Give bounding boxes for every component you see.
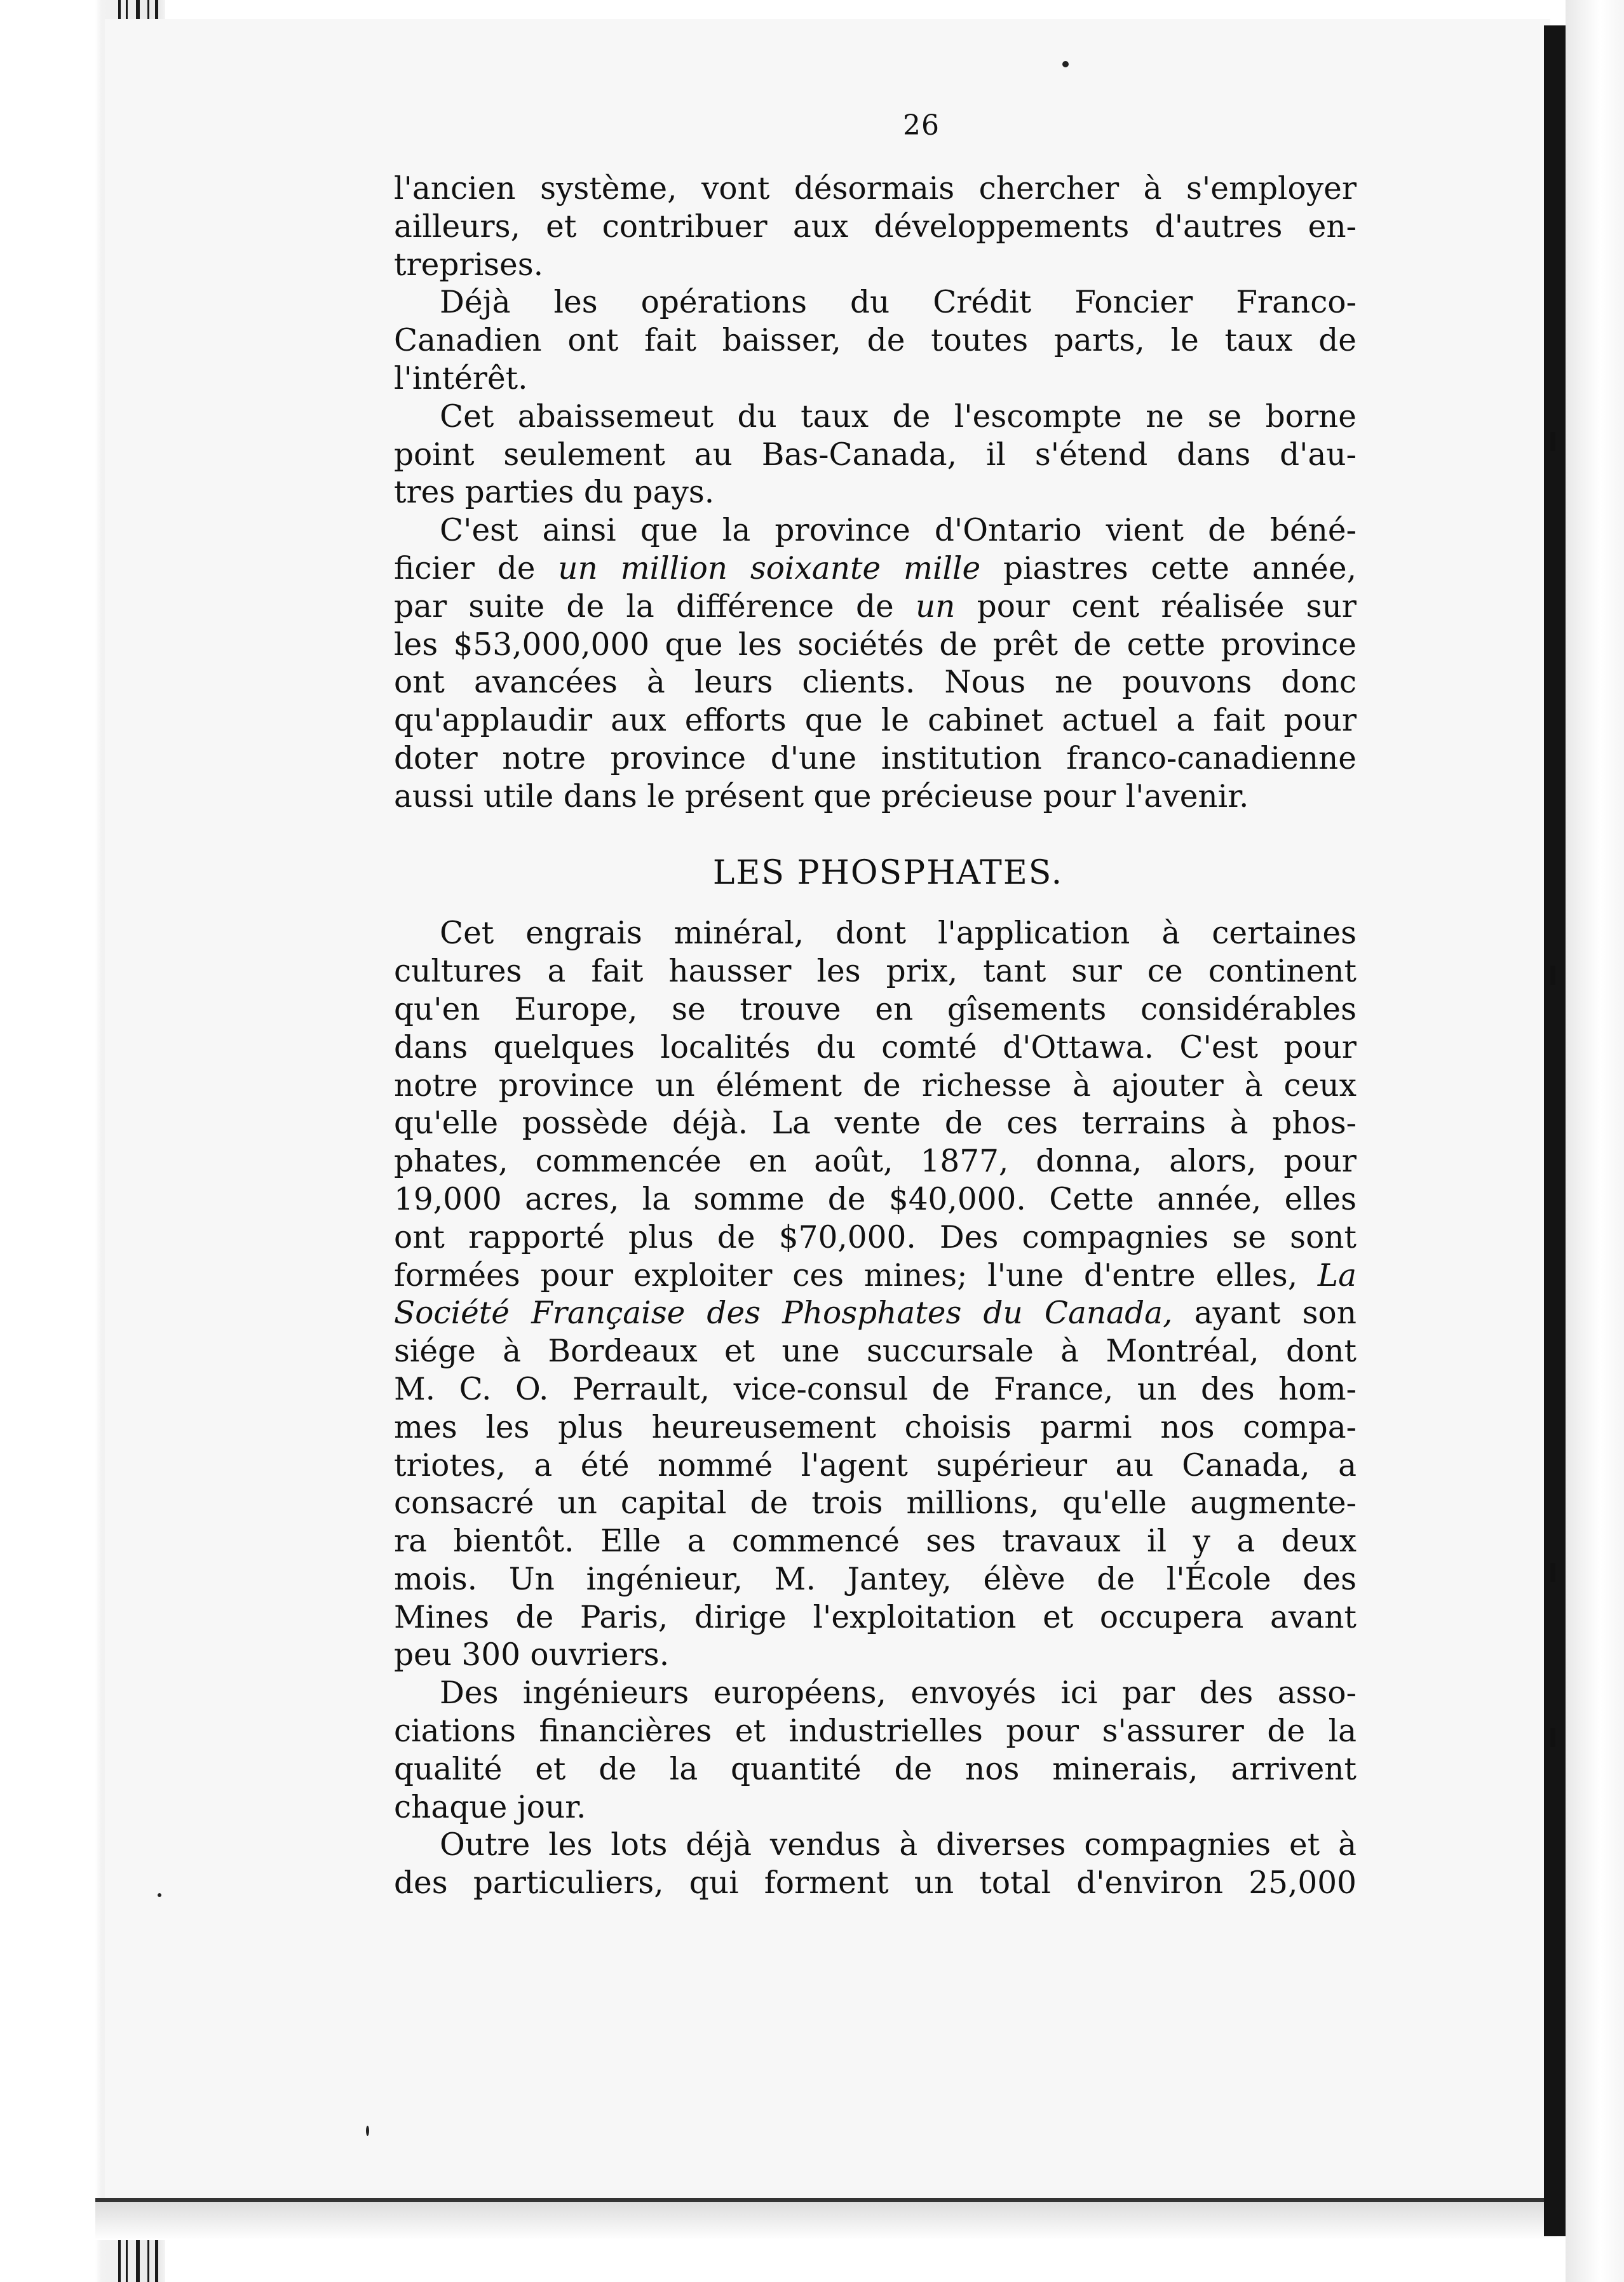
text-run: pour cent réalisée sur bbox=[955, 588, 1357, 625]
text-line: treprises. bbox=[394, 246, 544, 283]
text-line: C'est ainsi que la province d'Ontario vient de béné- bbox=[440, 513, 1357, 549]
paragraph bbox=[394, 170, 1357, 284]
text-line bbox=[394, 550, 1357, 588]
paragraph bbox=[394, 915, 1357, 1675]
text-line bbox=[394, 588, 1357, 626]
text-line: Outre les lots déjà vendus à diverses compagnies et à bbox=[440, 1827, 1357, 1863]
paragraph bbox=[394, 284, 1357, 398]
text-line: ont avancées à leurs clients. Nous ne pouvons donc bbox=[394, 665, 1357, 701]
ink-speck bbox=[366, 2126, 369, 2136]
emphasis: un bbox=[915, 588, 956, 625]
text-line: ciations financières et industrielles pour s'assurer de la bbox=[394, 1713, 1357, 1750]
emphasis: Société Française des Phosphates du Canada, bbox=[394, 1295, 1173, 1332]
facing-page bbox=[1566, 0, 1624, 2282]
section-heading: LES PHOSPHATES. bbox=[712, 853, 1064, 892]
text-line: ailleurs, et contribuer aux développements d'autres en- bbox=[394, 208, 1357, 245]
text-run: formées pour exploiter ces mines; l'une d'entre elles, bbox=[394, 1257, 1318, 1293]
paragraph bbox=[394, 398, 1357, 512]
page-body bbox=[394, 170, 1357, 1903]
text-line: l'intérêt. bbox=[394, 360, 528, 396]
text-line: aussi utile dans le présent que précieuse pour l'avenir. bbox=[394, 778, 1249, 814]
text-line: consacré un capital de trois millions, qu'elle augmente- bbox=[394, 1485, 1357, 1522]
page-right-edge bbox=[1544, 25, 1566, 2236]
text-line: notre province un élément de richesse à ajouter à ceux bbox=[394, 1067, 1357, 1104]
emphasis: un million soixante mille bbox=[558, 550, 981, 586]
paragraph bbox=[394, 512, 1357, 816]
text-line: des particuliers, qui forment un total d'environ 25,000 bbox=[394, 1865, 1357, 1901]
text-line: doter notre province d'une institution franco-canadienne bbox=[394, 740, 1357, 776]
text-line: siége à Bordeaux et une succursale à Montréal, dont bbox=[394, 1333, 1357, 1370]
text-line: triotes, a été nommé l'agent supérieur au Canada, a bbox=[394, 1447, 1357, 1483]
text-line: Canadien ont fait baisser, de toutes parts, le taux de bbox=[394, 323, 1357, 359]
text-line: qu'applaudir aux efforts que le cabinet actuel a fait pour bbox=[394, 703, 1357, 739]
edge-mark bbox=[1550, 1728, 1555, 1747]
text-line: cultures a fait hausser les prix, tant sur ce continent bbox=[394, 954, 1357, 990]
text-run: ayant son bbox=[1172, 1295, 1357, 1332]
paragraph bbox=[394, 1826, 1357, 1903]
text-line: point seulement au Bas-Canada, il s'étend dans d'au- bbox=[394, 436, 1357, 473]
ink-speck bbox=[158, 1893, 161, 1897]
text-line: mes les plus heureusement choisis parmi nos compa- bbox=[394, 1409, 1357, 1445]
text-line bbox=[394, 1257, 1357, 1295]
edge-mark bbox=[1550, 1563, 1555, 1582]
text-line: ra bientôt. Elle a commencé ses travaux il y a deux bbox=[394, 1523, 1357, 1560]
text-line: qualité et de la quantité de nos minerais, arrivent bbox=[394, 1751, 1357, 1787]
edge-mark bbox=[1550, 966, 1555, 985]
text-line bbox=[394, 1295, 1357, 1333]
page-number: 26 bbox=[903, 109, 940, 142]
page-bottom-edge bbox=[95, 2198, 1557, 2240]
emphasis: La bbox=[1317, 1257, 1357, 1293]
text-line: qu'en Europe, se trouve en gîsements considérables bbox=[394, 991, 1357, 1027]
paragraph bbox=[394, 1675, 1357, 1826]
text-line: peu 300 ouvriers. bbox=[394, 1637, 670, 1673]
text-line: qu'elle possède déjà. La vente de ces terrains à phos- bbox=[394, 1105, 1357, 1142]
edge-mark bbox=[1550, 432, 1555, 451]
text-line: M. C. O. Perrault, vice-consul de France, un des hom- bbox=[394, 1371, 1357, 1407]
text-line: mois. Un ingénieur, M. Jantey, élève de l'École des bbox=[394, 1561, 1357, 1597]
text-line: tres parties du pays. bbox=[394, 475, 715, 511]
text-line: l'ancien système, vont désormais chercher à s'employer bbox=[394, 171, 1357, 206]
text-line: Des ingénieurs européens, envoyés ici par des asso- bbox=[440, 1675, 1357, 1712]
text-line: 19,000 acres, la somme de $40,000. Cette année, elles bbox=[394, 1181, 1357, 1217]
text-line: Cet abaissemeut du taux de l'escompte ne se borne bbox=[440, 398, 1357, 435]
text-line: chaque jour. bbox=[394, 1789, 586, 1825]
text-run: piastres cette année, bbox=[980, 550, 1357, 586]
text-run: par suite de la différence de bbox=[394, 588, 916, 625]
text-line: dans quelques localités du comté d'Ottawa. C'est pour bbox=[394, 1029, 1357, 1065]
text-line: Cet engrais minéral, dont l'application à certaines bbox=[440, 915, 1357, 952]
text-line: Mines de Paris, dirige l'exploitation et occupera avant bbox=[394, 1599, 1357, 1635]
text-line: Déjà les opérations du Crédit Foncier Franco- bbox=[440, 285, 1357, 321]
text-run: ficier de bbox=[394, 550, 558, 586]
text-line: phates, commencée en août, 1877, donna, alors, pour bbox=[394, 1144, 1357, 1180]
ink-speck bbox=[1062, 61, 1069, 67]
text-line: ont rapporté plus de $70,000. Des compagnies se sont bbox=[394, 1219, 1357, 1255]
text-line: les $53,000,000 que les sociétés de prêt de cette province bbox=[394, 626, 1357, 663]
